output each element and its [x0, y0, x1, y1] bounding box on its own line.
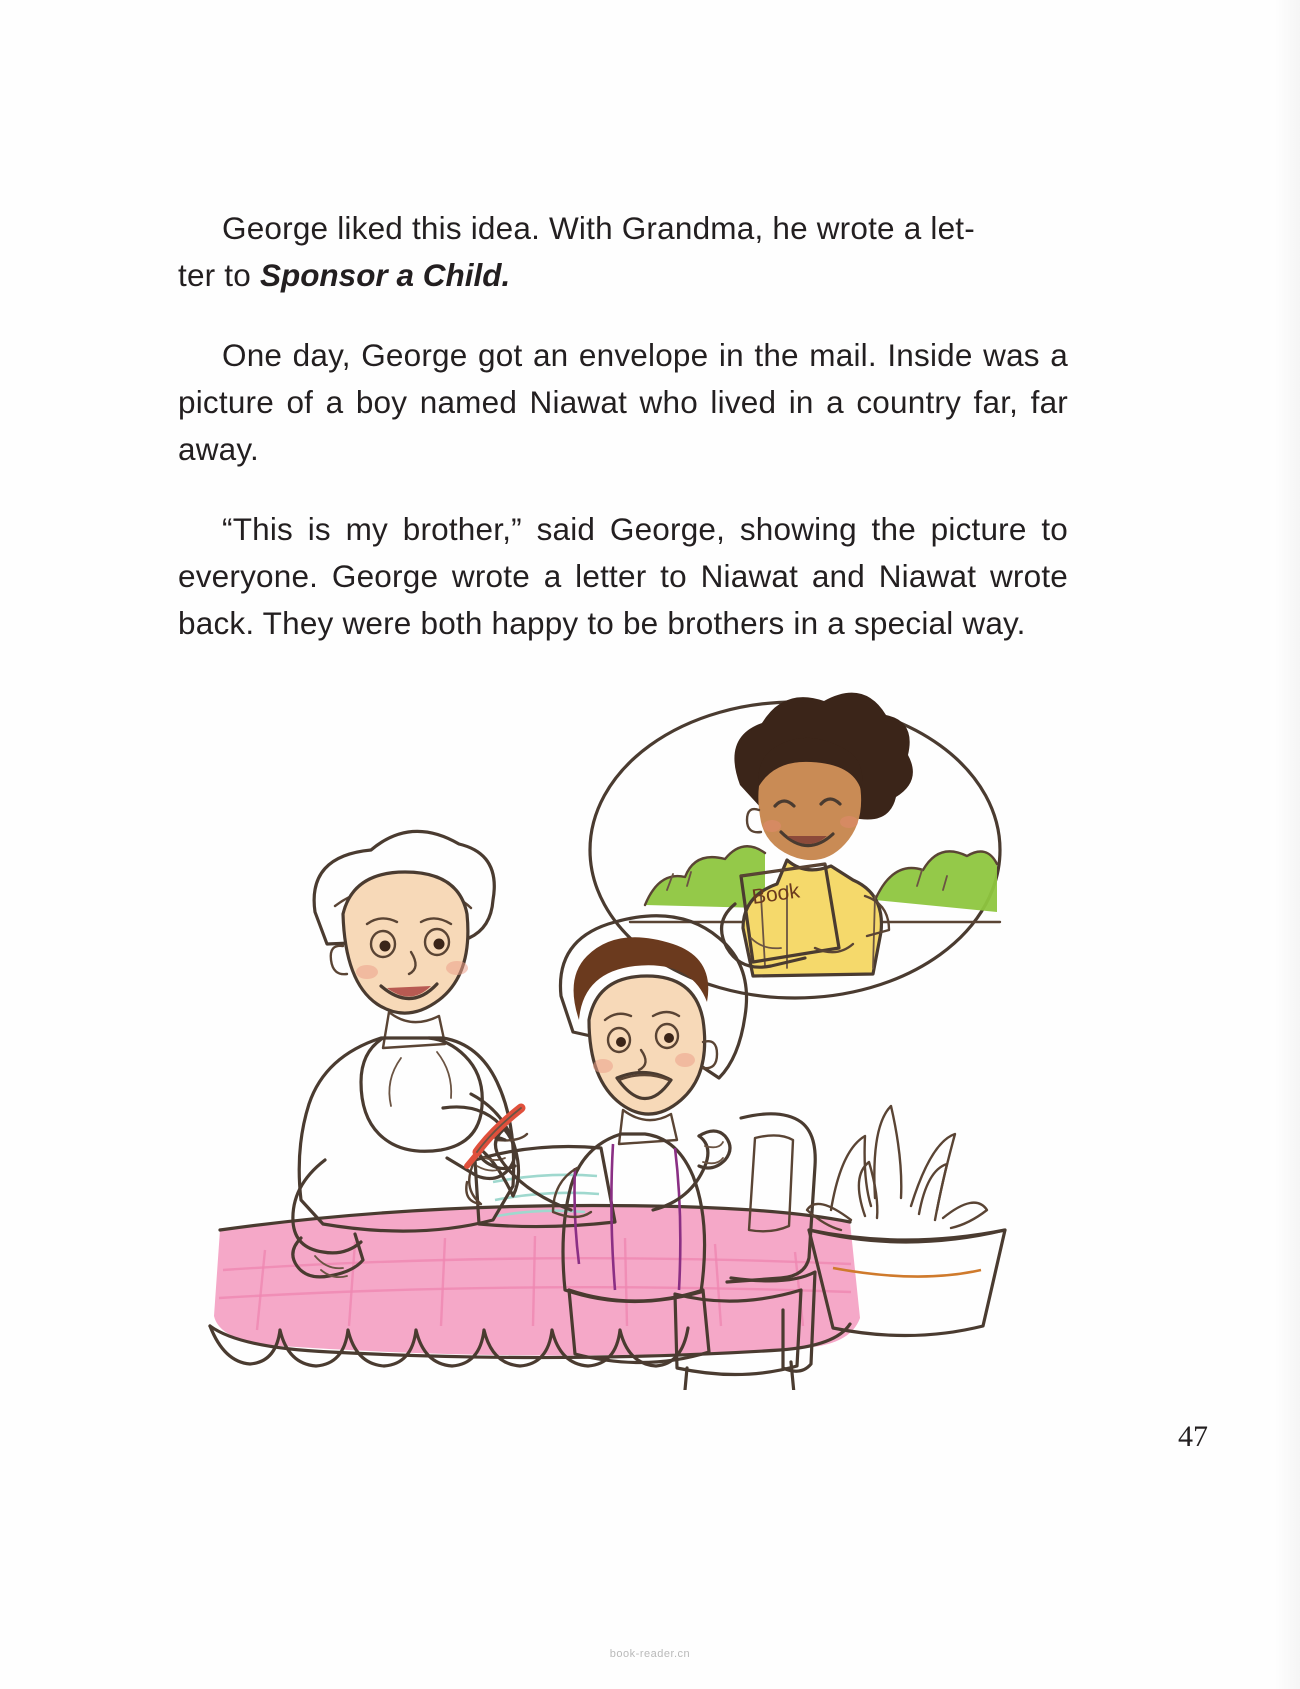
page-number: 47 [1178, 1420, 1208, 1453]
paragraph-3-text: “This is my brother,” said George, showing the picture to everyone. George wrote a letter to Niawat and Niawat wrote back. They were both happy to be brothers in a special way. [178, 511, 1068, 641]
book-label: Book [750, 879, 802, 909]
watermark: book-reader.cn [609, 1648, 691, 1660]
boy-niawat [722, 693, 913, 976]
table-with-pink-cloth [210, 1206, 860, 1367]
illustration-george-and-grandma [175, 690, 1075, 1390]
paragraph-1-lead: George liked this idea. With Grandma, he wrote a let- [222, 210, 975, 246]
book-title-sponsor-a-child: Sponsor a Child. [259, 257, 511, 293]
paragraph-1 [178, 205, 1068, 299]
paragraph-1-rest: ter to [178, 257, 260, 293]
page-text-block [178, 205, 1068, 680]
paragraph-2 [178, 332, 1068, 473]
paragraph-2-text: One day, George got an envelope in the mail. Inside was a picture of a boy named Niawat who lived in a country far, far away. [178, 337, 1068, 467]
paragraph-3 [178, 506, 1068, 647]
page-edge-shadow [1274, 0, 1300, 1689]
